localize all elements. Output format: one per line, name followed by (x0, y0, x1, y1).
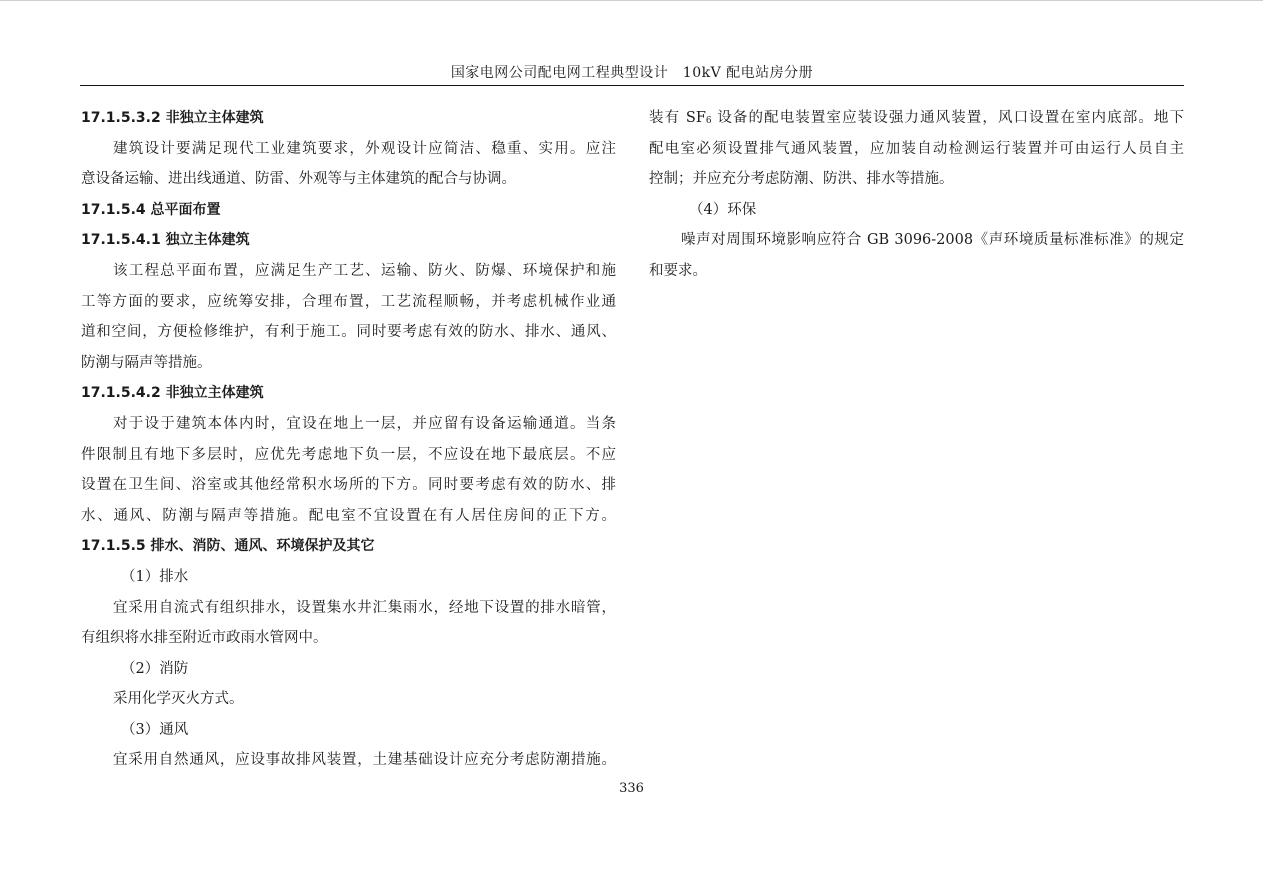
paragraph-line: 对于设于建筑本体内时，宜设在地上一层，并应留有设备运输通道。当条 (113, 415, 616, 432)
paragraph-line: 水、通风、防潮与隔声等措施。配电室不宜设置在有人居住房间的正下方。 (81, 507, 616, 524)
paragraph-line: 有组织将水排至附近市政雨水管网中。 (81, 630, 328, 647)
header-rule (80, 85, 1184, 86)
section-heading-17-1-5-3-2: 17.1.5.3.2 非独立主体建筑 (81, 110, 264, 126)
paragraph-line: 采用化学灭火方式。 (113, 691, 244, 708)
item-label-ventilation: （3）通风 (121, 721, 189, 738)
section-heading-17-1-5-4-1: 17.1.5.4.1 独立主体建筑 (81, 232, 250, 249)
paragraph-line: 和要求。 (649, 262, 707, 279)
paragraph-line: 设置在卫生间、浴室或其他经常积水场所的下方。同时要考虑有效的防水、排 (81, 477, 616, 494)
paragraph-line: 工等方面的要求，应统筹安排，合理布置，工艺流程顺畅，并考虑机械作业通 (81, 293, 616, 310)
item-label-environmental: （4）环保 (689, 201, 757, 218)
paragraph-line: 宜采用自然通风，应设事故排风装置，土建基础设计应充分考虑防潮措施。 (113, 752, 616, 769)
text-fragment: 设备的配电装置室应装设强力通风装置，风口设置在室内底部。地下 (711, 110, 1185, 126)
section-heading-17-1-5-4: 17.1.5.4 总平面布置 (81, 201, 221, 218)
item-label-drainage: （1）排水 (121, 568, 189, 585)
left-column (81, 103, 616, 776)
paragraph-line: 宜采用自流式有组织排水，设置集水井汇集雨水，经地下设置的排水暗管， (113, 599, 616, 616)
subscript-six: 6 (705, 116, 712, 126)
paragraph-line: 防潮与隔声等措施。 (81, 354, 212, 371)
text-fragment: 装有 SF (649, 110, 706, 126)
section-heading-17-1-5-4-2: 17.1.5.4.2 非独立主体建筑 (81, 385, 264, 402)
paragraph-line: 配电室必须设置排气通风装置，应加装自动检测运行装置并可由运行人员自主 (649, 140, 1184, 157)
section-heading-17-1-5-5: 17.1.5.5 排水、消防、通风、环境保护及其它 (81, 538, 375, 555)
paragraph-line: 控制；并应充分考虑防潮、防洪、排水等措施。 (649, 171, 954, 188)
top-border (0, 0, 1263, 1)
page-number: 336 (619, 781, 644, 796)
paragraph-line: 意设备运输、进出线通道、防雷、外观等与主体建筑的配合与协调。 (81, 171, 516, 188)
item-label-fire-protection: （2）消防 (121, 660, 189, 677)
paragraph-line: 道和空间，方便检修维护，有利于施工。同时要考虑有效的防水、排水、通风、 (81, 324, 616, 341)
paragraph-line: 建筑设计要满足现代工业建筑要求，外观设计应简洁、稳重、实用。应注 (113, 140, 616, 157)
right-column (649, 103, 1184, 287)
paragraph-line: 件限制且有地下多层时，应优先考虑地下负一层，不应设在地下最底层。不应 (81, 446, 616, 463)
running-header: 国家电网公司配电网工程典型设计 10kV 配电站房分册 (450, 65, 814, 81)
paragraph-line (649, 103, 1184, 134)
paragraph-line: 噪声对周围环境影响应符合 GB 3096-2008《声环境质量标准标准》的规定 (681, 232, 1184, 249)
paragraph-line: 该工程总平面布置，应满足生产工艺、运输、防火、防爆、环境保护和施 (113, 262, 616, 279)
